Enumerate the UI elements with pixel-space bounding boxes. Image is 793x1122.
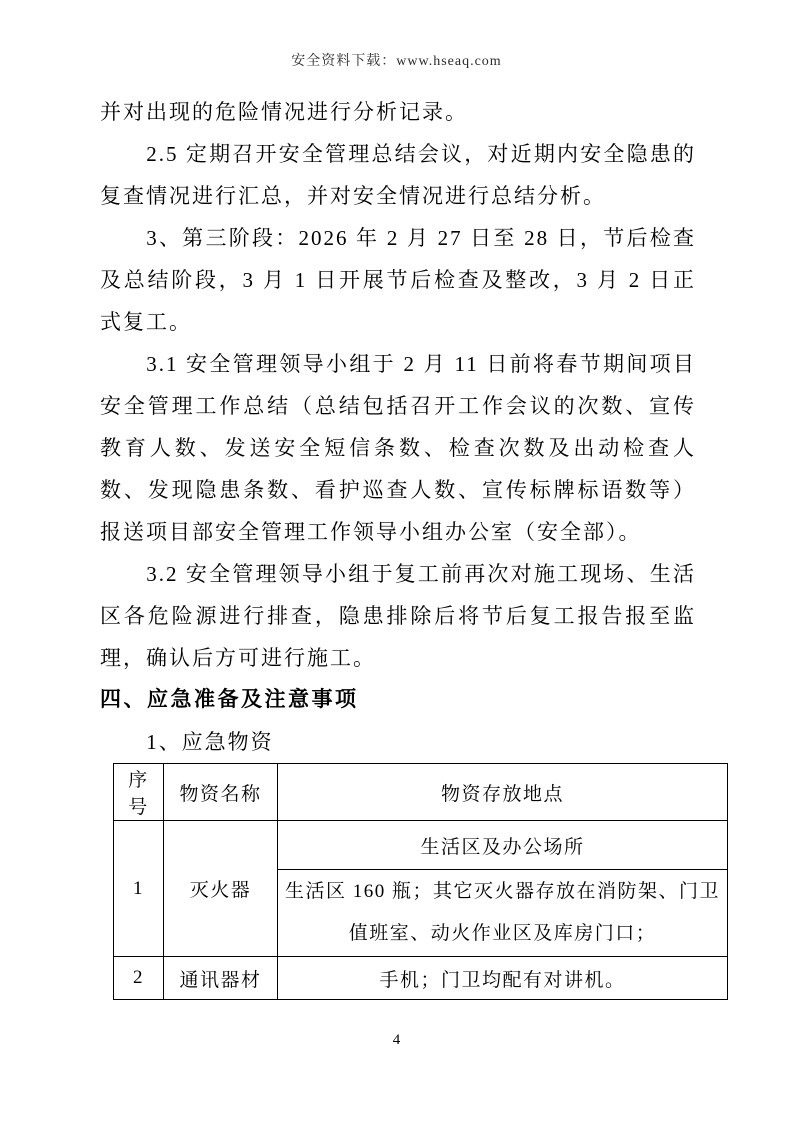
cell-name-extinguisher: 灭火器 (164, 821, 278, 957)
page-number: 4 (392, 1032, 401, 1048)
paragraph-3-phase: 3、第三阶段：2026 年 2 月 27 日至 28 日，节后检查及总结阶段，3 月 1 日开展节后检查及整改，3 月 2 日正式复工。 (100, 226, 696, 334)
section-heading-emergency: 四、应急准备及注意事项 (100, 688, 359, 711)
paragraph-3-2: 3.2 安全管理领导小组于复工前再次对施工现场、生活区各危险源进行排查，隐患排除后将节后复工报告报至监理，确认后方可进行施工。 (100, 562, 696, 670)
paragraph-2-5: 2.5 定期召开安全管理总结会议，对近期内安全隐患的复查情况进行汇总，并对安全情况进行总结分析。 (100, 142, 696, 208)
col-header-material-name: 物资名称 (164, 764, 278, 821)
cell-location-communication: 手机；门卫均配有对讲机。 (278, 957, 728, 1000)
document-body (100, 91, 720, 1000)
table-row-communication (114, 957, 728, 1000)
header-download-note: 安全资料下载：www.hseaq.com (291, 54, 502, 69)
paragraph-3-1: 3.1 安全管理领导小组于 2 月 11 日前将春节期间项目安全管理工作总结（总结包括召开工作会议的次数、宣传教育人数、发送安全短信条数、检查次数及出动检查人数、发现隐患条数、看护巡查人数、宣传标牌标语数等）报送项目部安全管理工作领导小组办公室（安全部）。 (100, 352, 696, 544)
col-header-serial: 序号 (114, 764, 164, 821)
cell-location-extinguisher-detail: 生活区 160 瓶；其它灭火器存放在消防架、门卫值班室、动火作业区及库房门口； (278, 870, 728, 957)
paragraph-emergency-supplies: 1、应急物资 (146, 730, 274, 754)
cell-location-living-area: 生活区及办公场所 (278, 821, 728, 870)
cell-name-communication: 通讯器材 (164, 957, 278, 1000)
cell-serial-1: 1 (114, 821, 164, 957)
paragraph-continuation: 并对出现的危险情况进行分析记录。 (100, 100, 468, 124)
cell-serial-2: 2 (114, 957, 164, 1000)
col-header-storage-location: 物资存放地点 (278, 764, 728, 821)
table-header-row (114, 764, 728, 821)
supplies-table (113, 763, 728, 1000)
table-row-extinguisher (114, 821, 728, 870)
